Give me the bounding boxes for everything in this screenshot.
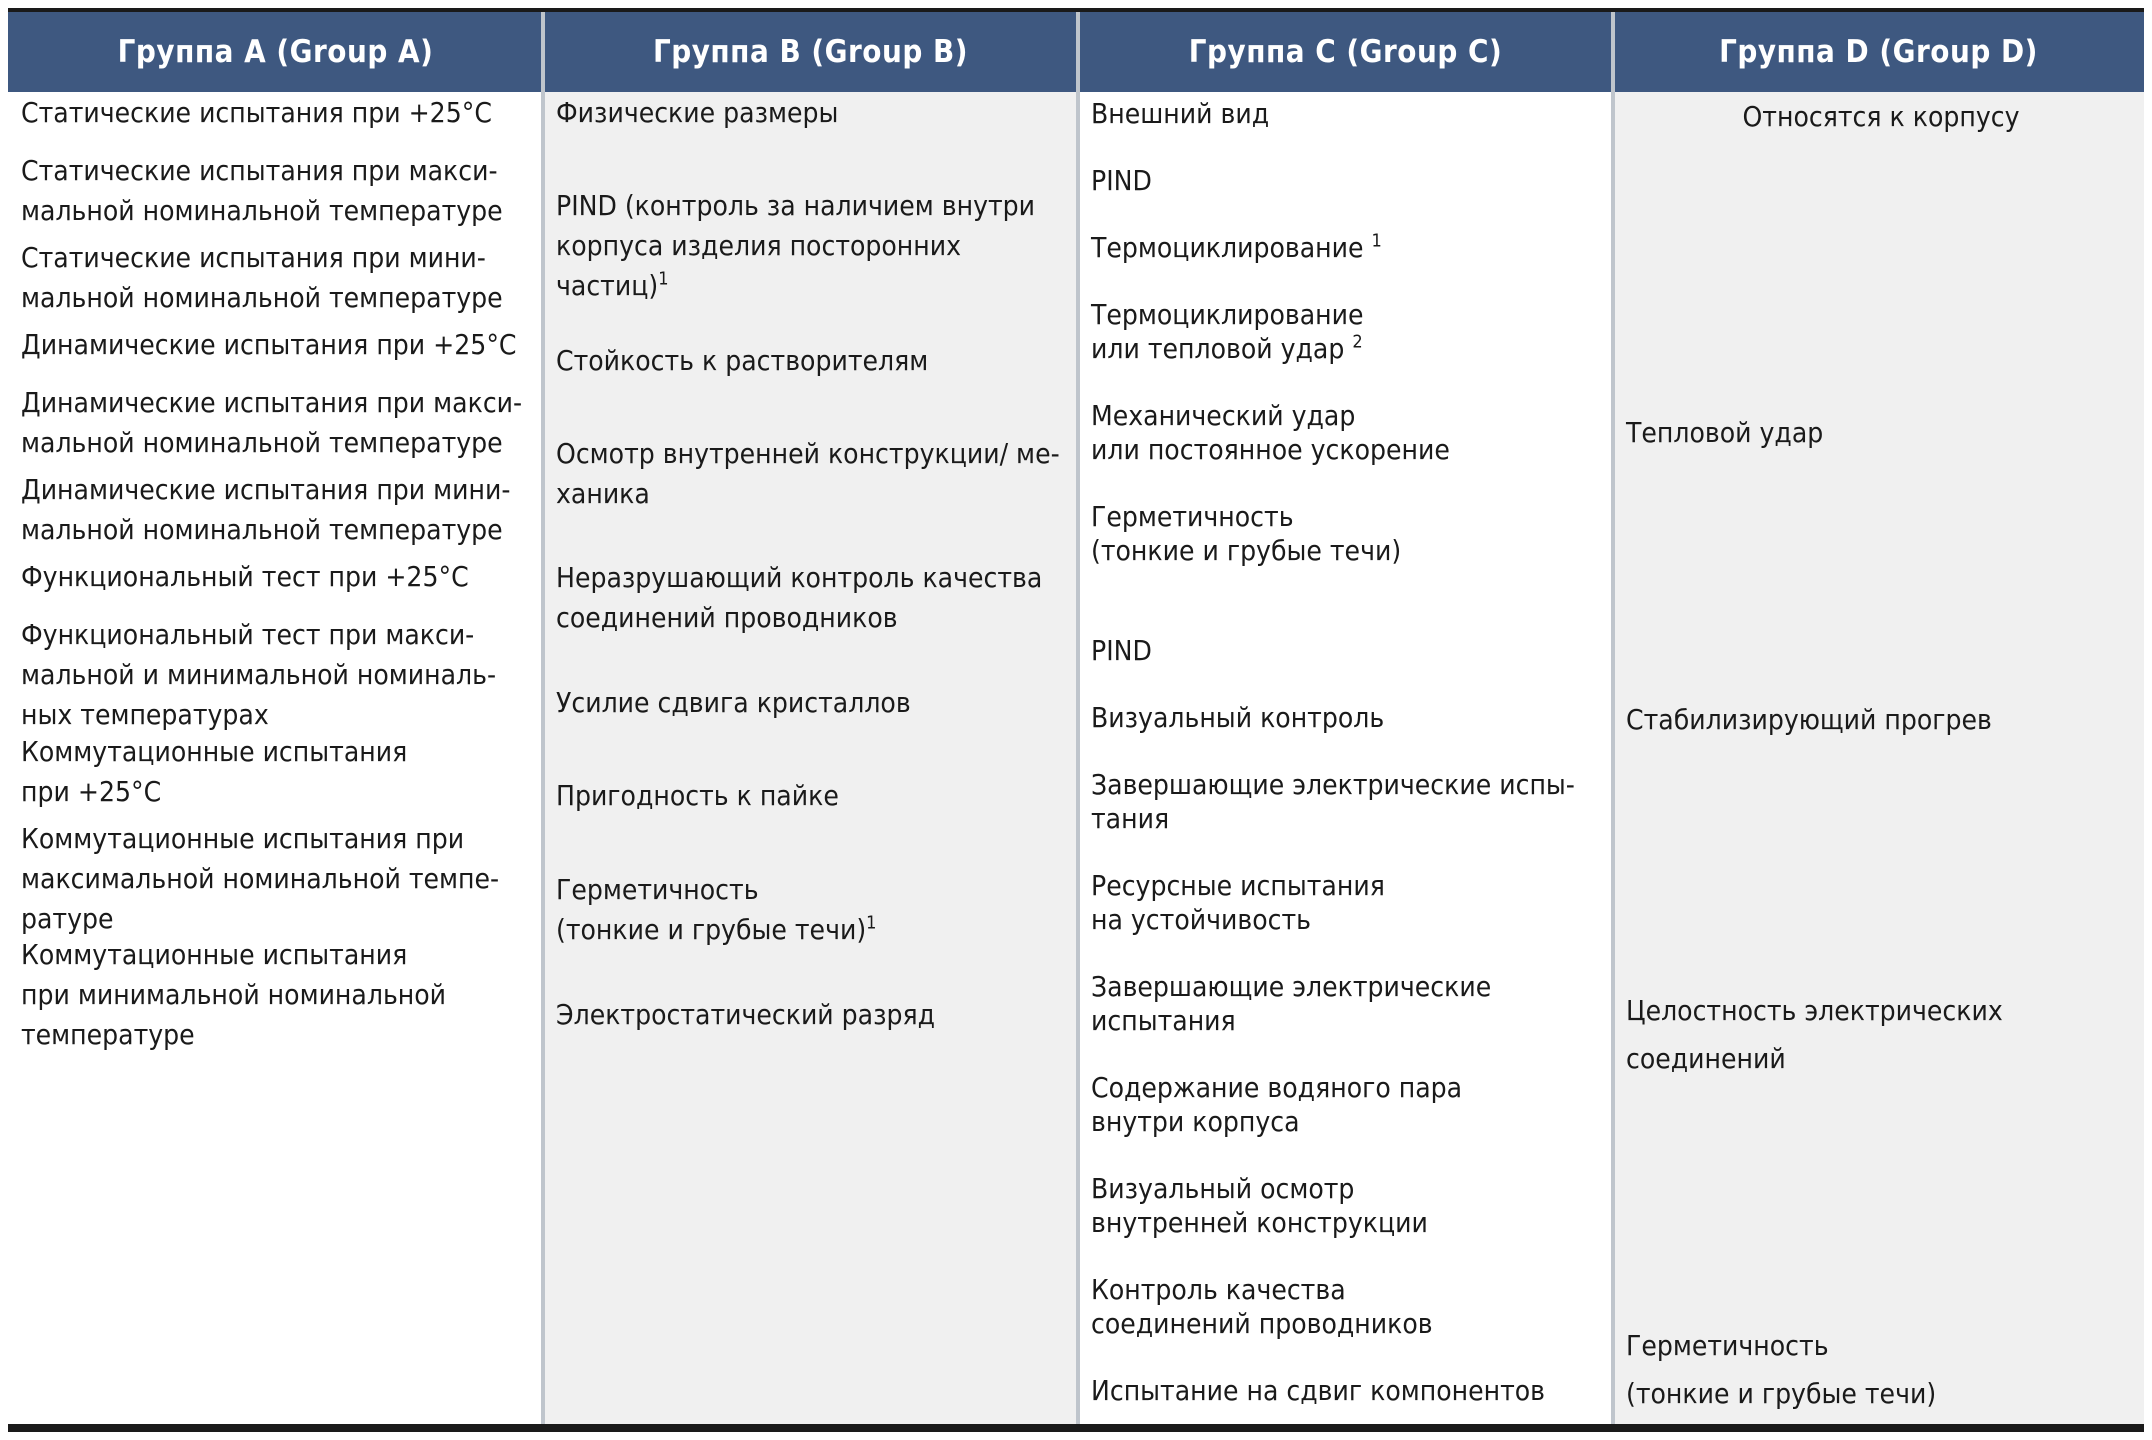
- group-c-item: PIND: [1091, 164, 1152, 197]
- group-a-item: Динамические испытания при макси- мальной номинальной температуре: [21, 386, 523, 459]
- group-c-item: PIND: [1091, 634, 1152, 667]
- group-b-item: Стойкость к растворителям: [556, 344, 929, 377]
- group-d-item: Герметичность (тонкие и грубые течи): [1626, 1329, 1937, 1410]
- group-c-item: [1091, 231, 1605, 265]
- group-a-item: Функциональный тест при +25°С: [21, 560, 469, 593]
- group-c-item: Визуальный контроль: [1091, 701, 1385, 734]
- group-c-item: Завершающие электрические испы- тания: [1091, 768, 1575, 835]
- column-divider: [1611, 12, 1615, 1424]
- group-d-item: Целостность электрических соединений: [1626, 994, 2003, 1075]
- header-group-b: Группа B (Group B): [543, 12, 1078, 92]
- group-b-item: Усилие сдвига кристаллов: [556, 686, 911, 719]
- group-c-item: Герметичность (тонкие и грубые течи): [1091, 500, 1402, 567]
- footnote-mark: 2: [1352, 331, 1363, 353]
- group-a-item: Динамические испытания при +25°С: [21, 328, 517, 361]
- footnote-mark: 1: [866, 912, 877, 934]
- header-group-d: Группа D (Group D): [1613, 12, 2144, 92]
- group-c-item: Завершающие электрические испытания: [1091, 970, 1492, 1037]
- footnote-mark: 1: [1371, 230, 1382, 252]
- group-c-item: [1091, 298, 1605, 366]
- group-c-item: Контроль качества соединений проводников: [1091, 1273, 1433, 1340]
- header-group-a: Группа A (Group A): [8, 12, 543, 92]
- column-group-b: [543, 12, 1078, 1424]
- group-b-item-text: PIND (контроль за наличием внутри корпуса изделия посторонних частиц): [556, 189, 1036, 302]
- group-c-item-text: Термоциклирование: [1091, 231, 1364, 264]
- group-a-item: Функциональный тест при макси- мальной и минимальной номиналь- ных температурах: [21, 618, 497, 731]
- group-a-item: Коммутационные испытания при +25°С: [21, 735, 408, 808]
- header-group-c: Группа C (Group C): [1078, 12, 1613, 92]
- column-divider: [1076, 12, 1080, 1424]
- group-b-item: [556, 870, 1070, 950]
- column-group-c: [1078, 12, 1613, 1424]
- column-group-a: [8, 12, 543, 1424]
- group-c-item: Визуальный осмотр внутренней конструкции: [1091, 1172, 1428, 1239]
- group-d-item: Относятся к корпусу: [1742, 100, 2020, 133]
- group-b-item: Неразрушающий контроль качества соединений проводников: [556, 561, 1043, 634]
- group-c-item: Механический удар или постоянное ускорение: [1091, 399, 1450, 466]
- group-a-item: Динамические испытания при мини- мальной номинальной температуре: [21, 473, 511, 546]
- group-c-item: Ресурсные испытания на устойчивость: [1091, 869, 1385, 936]
- test-groups-table: [8, 8, 2144, 1432]
- footnote-mark: 1: [658, 268, 669, 290]
- group-b-item: [556, 186, 1070, 306]
- group-a-item: Статические испытания при мини- мальной номинальной температуре: [21, 241, 503, 314]
- group-b-item: Физические размеры: [556, 96, 839, 129]
- group-d-item: Стабилизирующий прогрев: [1626, 703, 1992, 736]
- group-b-item: Пригодность к пайке: [556, 779, 839, 812]
- group-c-item: Содержание водяного пара внутри корпуса: [1091, 1071, 1463, 1138]
- group-b-item: Осмотр внутренней конструкции/ ме- ханика: [556, 437, 1060, 510]
- group-c-item-text: Термоциклирование или тепловой удар: [1091, 298, 1364, 365]
- group-b-item: Электростатический разряд: [556, 998, 936, 1031]
- column-group-d: [1613, 12, 2144, 1424]
- group-c-item: Испытание на сдвиг компонентов: [1091, 1374, 1546, 1407]
- group-a-item: Коммутационные испытания при минимальной номинальной температуре: [21, 938, 447, 1051]
- group-d-item: Тепловой удар: [1626, 416, 1824, 449]
- column-divider: [541, 12, 545, 1424]
- group-a-item: Коммутационные испытания при максимальной номинальной темпе- ратуре: [21, 822, 500, 935]
- group-a-item: Статические испытания при макси- мальной номинальной температуре: [21, 154, 503, 227]
- group-c-item: Внешний вид: [1091, 97, 1270, 130]
- group-b-item-text: Герметичность (тонкие и грубые течи): [556, 873, 867, 946]
- group-a-item: Статические испытания при +25°С: [21, 96, 492, 129]
